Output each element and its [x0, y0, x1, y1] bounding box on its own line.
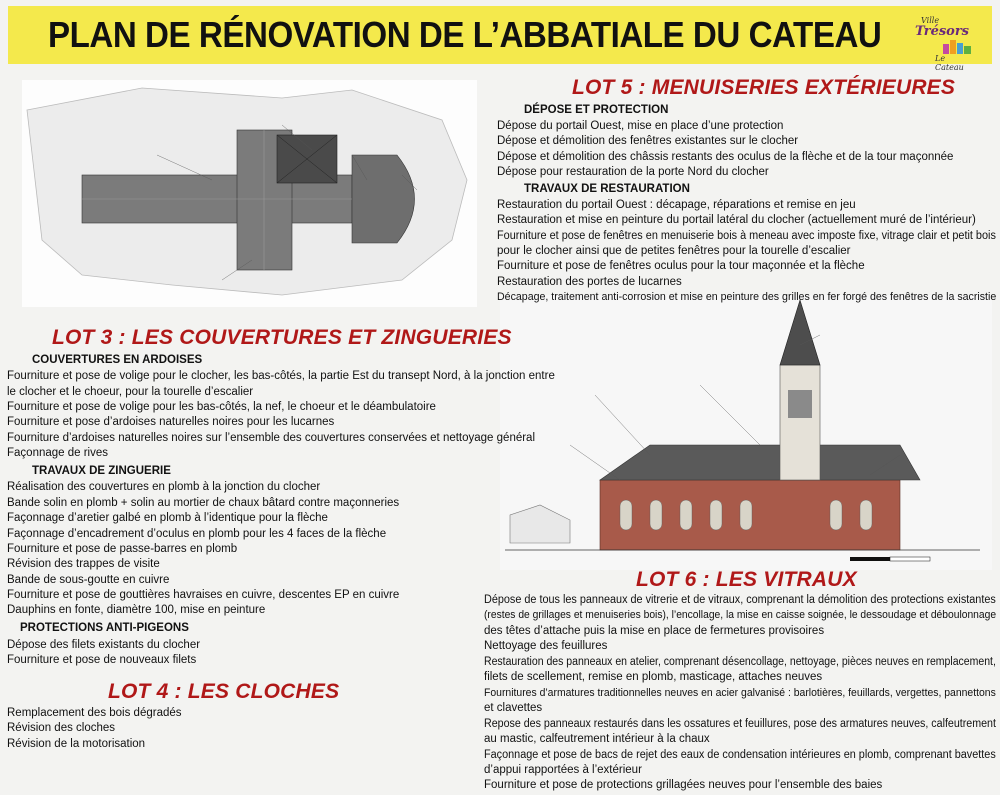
lot6-item: Nettoyage des feuillures [484, 640, 608, 652]
lot4-title: LOT 4 : LES CLOCHES [108, 680, 340, 703]
lot3-item: le clocher et le choeur, pour la tourelle d’escalier [7, 386, 254, 398]
church-elevation-drawing [500, 295, 992, 570]
floor-plan-drawing [22, 80, 477, 307]
church-elevation [500, 295, 992, 570]
lot6-item: Restauration des panneaux en atelier, comprenant désencollage, nettoyage, pièces neuves en remplacement, [484, 656, 996, 668]
lot5-title: LOT 5 : MENUISERIES EXTÉRIEURES [572, 76, 956, 99]
lot6-item: (restes de grillages et menuiseries bois), l’encollage, la mise en caisse soignée, le dessoudage et déboulonnage [484, 609, 997, 621]
lot6-title: LOT 6 : LES VITRAUX [636, 568, 857, 591]
lot3-item: Fourniture d’ardoises naturelles noires sur l’ensemble des couvertures conservées et nettoyage général [7, 432, 536, 444]
lot6-item: Repose des panneaux restaurés dans les ossatures et feuillures, pose des armatures neuves, calfeutrement [484, 718, 996, 730]
lot3-item: Bande solin en plomb + solin au mortier de chaux bâtard contre maçonneries [7, 497, 400, 509]
lot3-item: Fourniture et pose de volige pour le clocher, les bas-côtés, la partie Est du transept Nord, à la jonction entre [7, 370, 555, 382]
lot5-heading-restauration: TRAVAUX DE RESTAURATION [524, 183, 690, 195]
lot6-item: Fourniture et pose de protections grillagées neuves pour l’ensemble des baies [484, 779, 883, 791]
lot6-item: et clavettes [484, 702, 543, 714]
lot6-item: des têtes d’attache puis la mise en place de fermetures provisoires [484, 625, 825, 637]
lot4-item: Remplacement des bois dégradés [7, 707, 182, 719]
lot3-heading-ardoises: COUVERTURES EN ARDOISES [32, 354, 203, 366]
page-title: PLAN DE RÉNOVATION DE L’ABBATIALE DU CATEAU [48, 14, 882, 55]
lot3-item: Fourniture et pose de nouveaux filets [7, 654, 197, 666]
lot3-item: Réalisation des couvertures en plomb à la jonction du clocher [7, 481, 321, 493]
lot5-item: Fourniture et pose de fenêtres oculus pour la tour maçonnée et la flèche [497, 260, 865, 272]
lot5-item: Dépose et démolition des châssis restants des oculus de la flèche et de la tour maçonnée [497, 151, 954, 163]
lot3-item: Fourniture et pose de volige pour les bas-côtés, la nef, le choeur et le déambulatoire [7, 401, 436, 413]
lot5-item: Décapage, traitement anti-corrosion et mise en peinture des grilles en fer forgé des fenêtres de la sacristie [497, 291, 997, 303]
lot5-item: Dépose et démolition des fenêtres existantes sur le clocher [497, 135, 799, 147]
lot5-heading-depose: DÉPOSE ET PROTECTION [524, 104, 669, 116]
title-banner [8, 6, 992, 72]
lot4-item: Révision de la motorisation [7, 738, 146, 750]
ville-tresors-logo [913, 16, 975, 72]
lot3-item: Façonnage d’aretier galbé en plomb à l’identique pour la flèche [7, 512, 328, 524]
logo-buildings-icon [943, 38, 973, 54]
logo-line1: Ville [921, 16, 940, 25]
church-floor-plan [22, 80, 477, 307]
lot6-item: au mastic, calfeutrement intérieur à la chaux [484, 733, 710, 745]
lot5-item: pour le clocher ainsi que de petites fenêtres pour la tourelle d’escalier [497, 245, 851, 257]
lot3-item: Bande de sous-goutte en cuivre [7, 574, 170, 586]
lot3-item: Révision des trappes de visite [7, 558, 160, 570]
lot3-item: Façonnage de rives [7, 447, 109, 459]
lot3-item: Fourniture et pose d’ardoises naturelles noires pour les lucarnes [7, 416, 335, 428]
lot4-item: Révision des cloches [7, 722, 116, 734]
lot3-title: LOT 3 : LES COUVERTURES ET ZINGUERIES [52, 326, 512, 349]
lot5-item: Restauration du portail Ouest : décapage, réparations et remise en jeu [497, 199, 856, 211]
lot5-item: Restauration des portes de lucarnes [497, 276, 682, 288]
lot6-item: Façonnage et pose de bacs de rejet des eaux de condensation intérieures en plomb, comprenant bavettes [484, 749, 996, 761]
lot3-item: Dépose des filets existants du clocher [7, 639, 201, 651]
lot5-item: Dépose du portail Ouest, mise en place d’une protection [497, 120, 784, 132]
lot3-heading-pigeons: PROTECTIONS ANTI-PIGEONS [20, 622, 189, 634]
lot3-item: Façonnage d’encadrement d’oculus en plomb pour les 4 faces de la flèche [7, 528, 387, 540]
lot6-item: d’appui rapportées à l’extérieur [484, 764, 642, 776]
logo-line2: Trésors [915, 24, 970, 39]
lot3-item: Fourniture et pose de gouttières havraises en cuivre, descentes EP en cuivre [7, 589, 400, 601]
lot3-item: Dauphins en fonte, diamètre 100, mise en peinture [7, 604, 266, 616]
lot5-item: Restauration et mise en peinture du portail latéral du clocher (actuellement muré de l’intérieur) [497, 214, 976, 226]
lot6-item: Fournitures d’armatures traditionnelles neuves en acier galvanisé : barlotières, feuillards, vergettes, pannettons [484, 687, 996, 699]
lot5-item: Dépose pour restauration de la porte Nord du clocher [497, 166, 769, 178]
lot5-item: Fourniture et pose de fenêtres en menuiserie bois à meneau avec imposte fixe, vitrage clair et petit bois [497, 230, 996, 242]
logo-line3: Le Cateau [935, 54, 964, 72]
lot6-item: filets de scellement, remise en plomb, masticage, attaches neuves [484, 671, 823, 683]
lot6-item: Dépose de tous les panneaux de vitrerie et de vitraux, comprenant la démolition des protections existantes [484, 594, 996, 606]
lot3-heading-zinguerie: TRAVAUX DE ZINGUERIE [32, 465, 171, 477]
lot3-item: Fourniture et pose de passe-barres en plomb [7, 543, 238, 555]
